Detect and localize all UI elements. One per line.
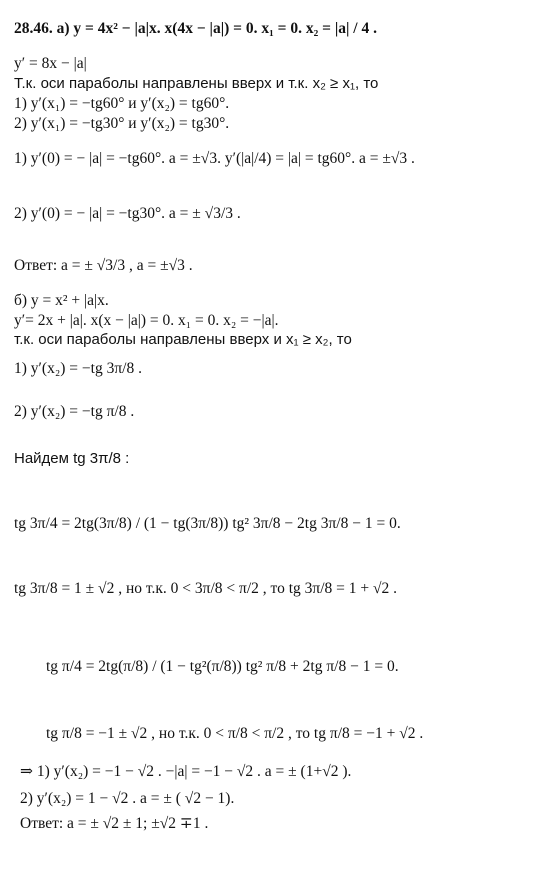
part-b-case-2-solution-line: 2) y′(x₂) = 1 − √2 . a = ± ( √2 − 1). [20,790,235,807]
problem-header-line: 28.46. а) y = 4x² − |a|x. x(4x − |a|) = 0. x₁ = 0. x₂ = |a| / 4 . [14,20,377,37]
tg-pi-4-equation-line: tg π/4 = 2tg(π/8) / (1 − tg²(π/8)) tg² π/8 + 2tg π/8 − 1 = 0. [46,658,399,675]
tg-pi-8-result-line: tg π/8 = −1 ± √2 , но т.к. 0 < π/8 < π/2 , то tg π/8 = −1 + √2 . [46,725,424,742]
answer-b-line: Ответ: a = ± √2 ± 1; ±√2 ∓1 . [20,815,209,832]
case-1-line: 1) y′(x₁) = −tg60° и y′(x₂) = tg60°. [14,95,230,112]
case-1-solution-line: 1) y′(0) = − |a| = −tg60°. a = ±√3. y′(|a|/4) = |a| = tg60°. a = ±√3 . [14,150,415,167]
case-2-line: 2) y′(x₁) = −tg30° и y′(x₂) = tg30°. [14,115,230,132]
part-b-header-line: б) y = x² + |a|x. [14,292,109,309]
answer-a-line: Ответ: a = ± √3/3 , a = ±√3 . [14,257,193,274]
part-b-case-1-line: 1) y′(x₂) = −tg 3π/8 . [14,360,142,377]
case-2-solution-line: 2) y′(0) = − |a| = −tg30°. a = ± √3/3 . [14,205,241,222]
condition-line: Т.к. оси параболы направлены вверх и т.к. x₂ ≥ x₁, то [14,75,379,92]
find-tg-line: Найдем tg 3π/8 : [14,450,130,467]
part-b-derivative-line: y′= 2x + |a|. x(x − |a|) = 0. x₁ = 0. x₂ = −|a|. [14,312,279,329]
part-b-condition-line: т.к. оси параболы направлены вверх и x₁ ≥ x₂, то [14,331,352,348]
implication-line: ⇒ 1) y′(x₂) = −1 − √2 . −|a| = −1 − √2 . a = ± (1+√2 ). [20,763,352,780]
derivative-line: y′ = 8x − |a| [14,55,87,72]
tg-3pi-4-equation-line: tg 3π/4 = 2tg(3π/8) / (1 − tg(3π/8)) tg² 3π/8 − 2tg 3π/8 − 1 = 0. [14,515,401,532]
part-b-case-2-line: 2) y′(x₂) = −tg π/8 . [14,403,135,420]
tg-3pi-8-result-line: tg 3π/8 = 1 ± √2 , но т.к. 0 < 3π/8 < π/2 , то tg 3π/8 = 1 + √2 . [14,580,397,597]
